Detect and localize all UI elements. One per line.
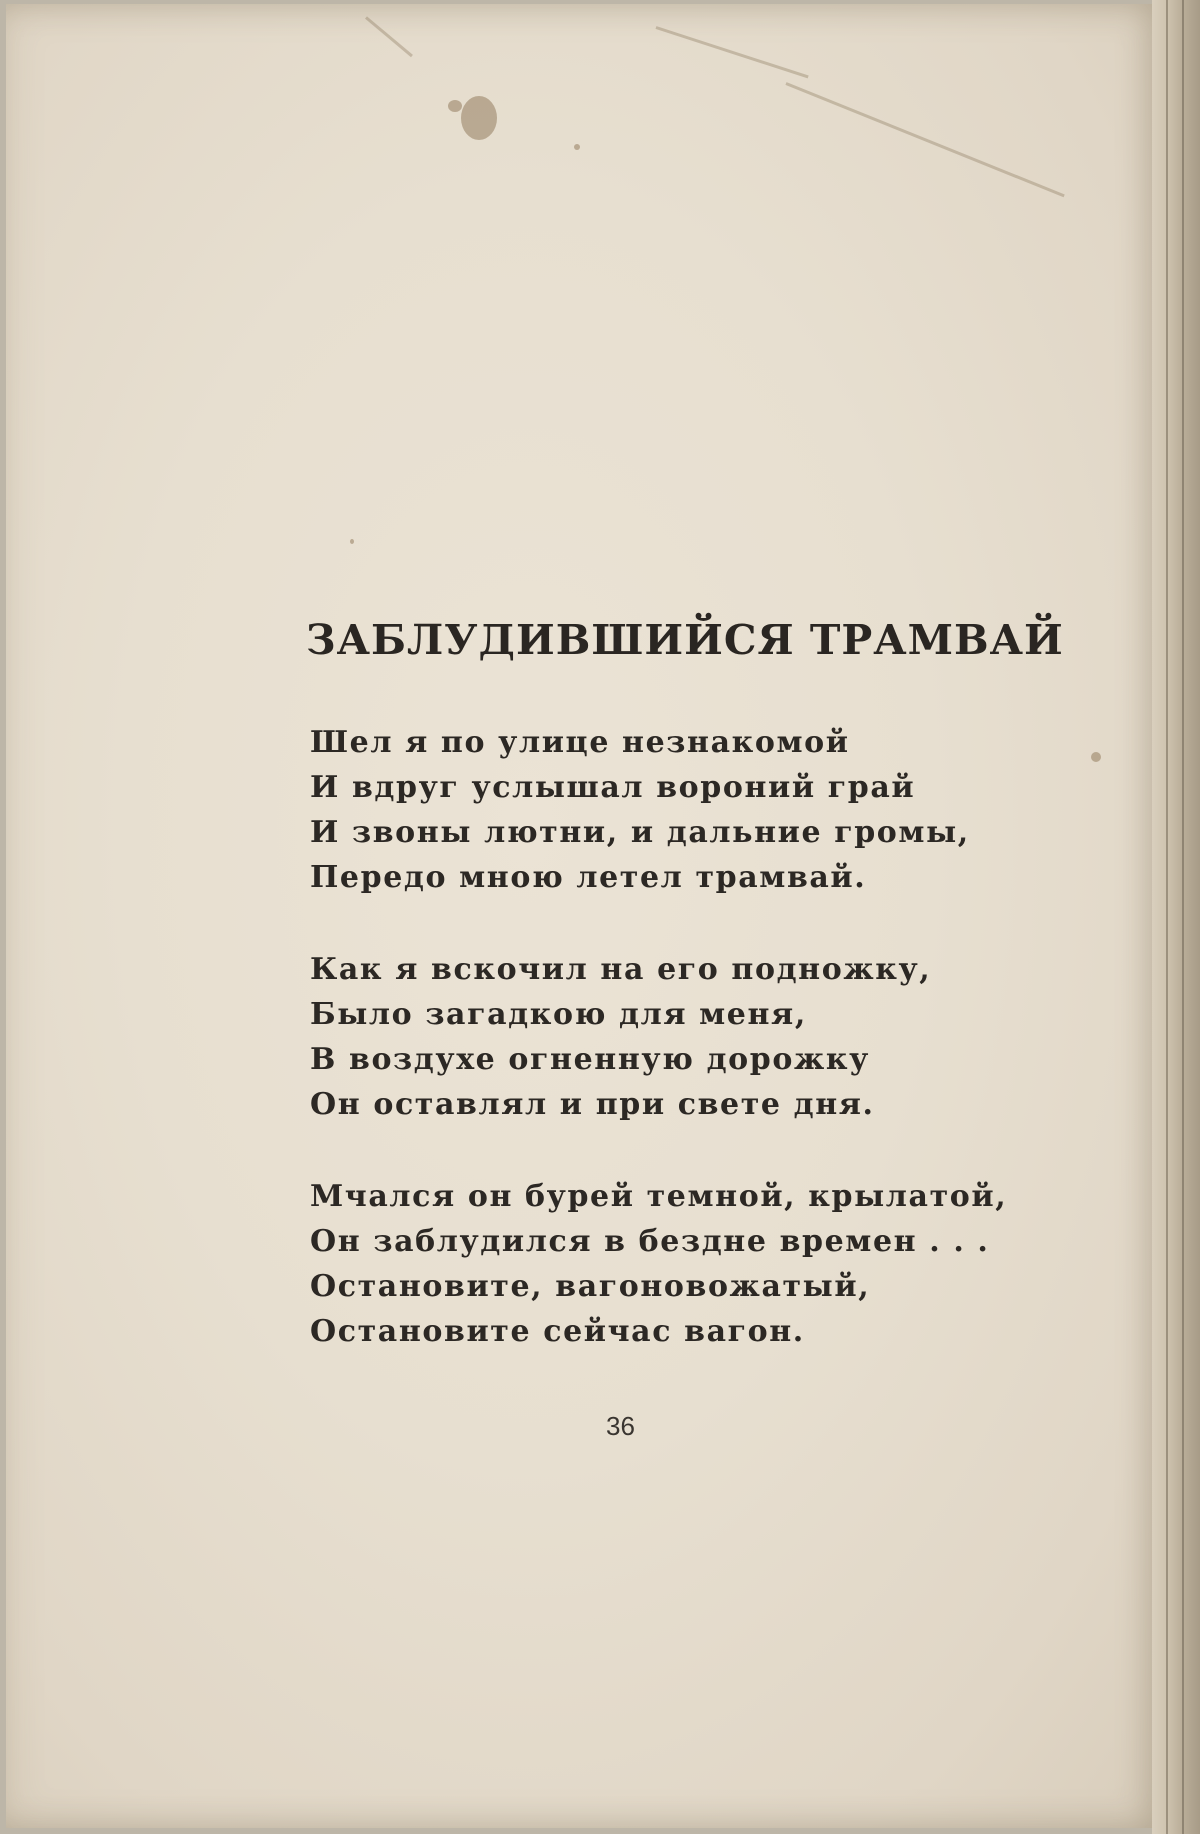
book-spine-edge <box>1152 0 1200 1834</box>
stanza <box>310 720 1010 900</box>
page-number: 36 <box>606 1411 635 1441</box>
poem-line: Остановите сейчас вагон. <box>310 1314 805 1349</box>
poem-line: И звоны лютни, и дальние громы, <box>310 815 970 850</box>
age-streak <box>785 82 1064 197</box>
ink-speck <box>574 144 580 150</box>
age-streak <box>365 16 413 57</box>
bleed-through-shadow <box>306 254 1026 464</box>
poem-line: Как я вскочил на его подножку, <box>310 952 932 987</box>
poem-line: Он заблудился в бездне времен . . . <box>310 1224 990 1259</box>
stanza <box>310 1174 1010 1354</box>
page-edge-line <box>1166 0 1168 1834</box>
poem-line: Мчался он бурей темной, крылатой, <box>310 1179 1008 1214</box>
ink-stain <box>461 96 497 140</box>
poem-line: Он оставлял и при свете дня. <box>310 1087 875 1122</box>
stanza <box>310 947 1010 1127</box>
poem-line: Было загадкою для меня, <box>310 997 807 1032</box>
poem-title: ЗАБЛУДИВШИЙСЯ ТРАМВАЙ <box>306 616 1064 664</box>
page-edge-line <box>1182 0 1184 1834</box>
ink-speck <box>350 539 354 544</box>
poem-line: Передо мною летел трамвай. <box>310 860 867 895</box>
age-streak <box>656 26 809 78</box>
poem-body <box>310 720 1010 1401</box>
poem-line: Остановите, вагоновожатый, <box>310 1269 871 1304</box>
poem-line: В воздухе огненную дорожку <box>310 1042 870 1077</box>
ink-speck <box>1091 752 1101 762</box>
paper-sheet <box>6 4 1164 1828</box>
poem-line: Шел я по улице незнакомой <box>310 725 850 760</box>
poem-line: И вдруг услышал вороний грай <box>310 770 916 805</box>
ink-stain <box>448 100 462 112</box>
